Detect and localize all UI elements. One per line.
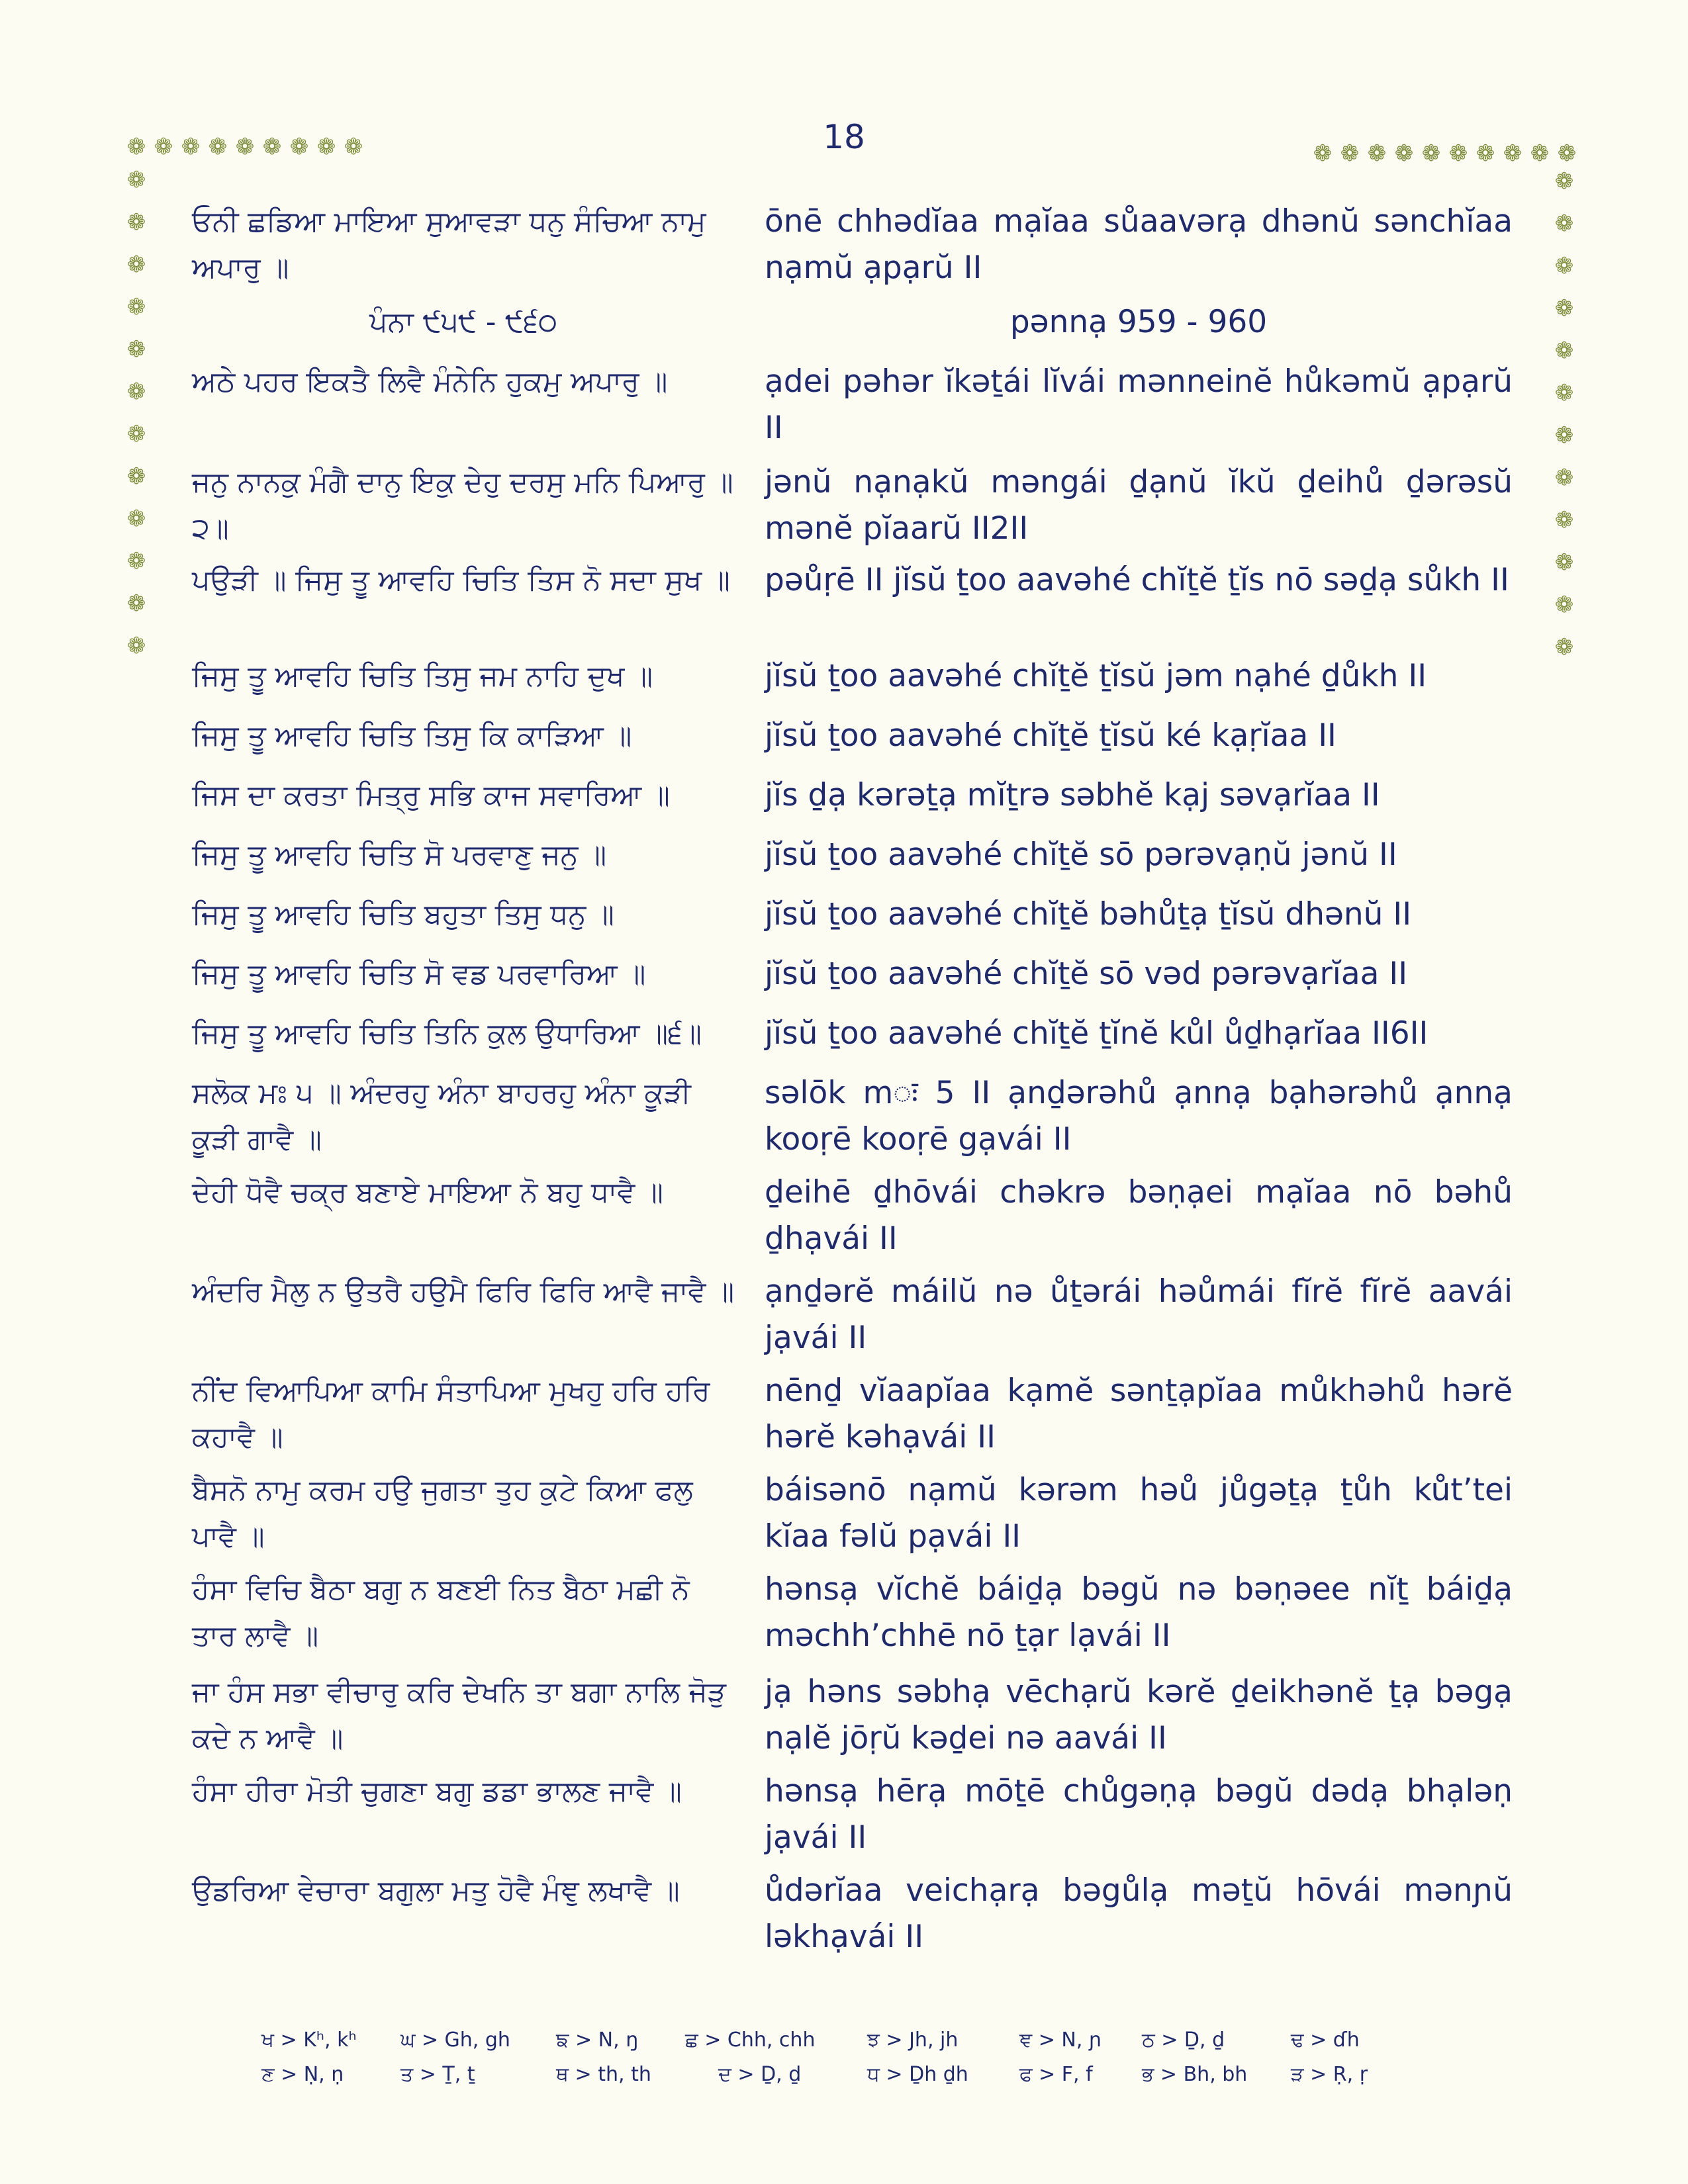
transliteration-text: hənsạ hērạ mōṯē chůgəṇạ bəgŭ dədạ bhạləṇ jạvái II: [765, 1773, 1513, 1856]
flower-icon: ❁: [1554, 465, 1574, 491]
gurmukhi-text: ਉਡਰਿਆ ਵੇਚਾਰਾ ਬਗੁਲਾ ਮਤੁ ਹੋਵੈ ਮੰਞੁ ਲਖਾਵੈ ॥: [192, 1874, 680, 1907]
flower-icon: ❁: [126, 463, 146, 490]
flower-icon: ❁: [126, 294, 146, 320]
transliteration-text: nēnḏ vĭaapĭaa kạmĕ sənṯạpĭaa můkhəhů hərĕ hərĕ kəhạvái II: [765, 1373, 1513, 1455]
transliteration-text: jənŭ nạnạkŭ məngái ḏạnŭ ĭkŭ ḏeihů ḏərəsŭ mənĕ pĭaarŭ II2II: [765, 464, 1513, 547]
transliteration-text: jĭsŭ ṯoo aavəhé chĭṯĕ ṯĭsŭ jəm nạhé ḏůkh II: [765, 658, 1427, 694]
legend-row: [261, 2028, 1453, 2063]
flower-icon: ❁: [1554, 549, 1574, 576]
flower-icon: ❁: [126, 633, 146, 659]
flower-icon: ❁: [1503, 140, 1523, 167]
legend-item: ਤ > Ṯ, ṯ: [400, 2063, 475, 2086]
flower-icon: ❁: [1421, 140, 1441, 167]
flower-icon: ❁: [262, 134, 282, 160]
gurmukhi-text: ਹੰਸਾ ਹੀਰਾ ਮੋਤੀ ਚੁਗਣਾ ਬਗੁ ਡਡਾ ਭਾਲਣ ਜਾਵੈ ॥: [192, 1775, 682, 1808]
flower-icon: ❁: [126, 421, 146, 447]
flower-icon: ❁: [1476, 140, 1495, 167]
legend-item: ਙ > N, ŋ: [556, 2028, 639, 2052]
legend-item: ਖ > Kʰ, kʰ: [261, 2028, 357, 2052]
flower-icon: ❁: [1448, 140, 1468, 167]
gurmukhi-text: ਸਲੋਕ ਮਃ ੫ ॥ ਅੰਦਰਹੁ ਅੰਨਾ ਬਾਹਰਹੁ ਅੰਨਾ ਕੂੜੀ ਕੂੜੀ ਗਾਵੈ ॥: [192, 1077, 691, 1156]
legend-item: ੜ > Ṛ, ṛ: [1291, 2063, 1368, 2086]
flower-icon: ❁: [126, 336, 146, 363]
legend-item: ਢ > ɗh: [1291, 2028, 1360, 2052]
gurmukhi-text: ਜਨੁ ਨਾਨਕੁ ਮੰਗੈ ਦਾਨੁ ਇਕੁ ਦੇਹੁ ਦਰਸੁ ਮਨਿ ਪਿਆਰੁ ॥੨॥: [192, 466, 733, 545]
gurmukhi-text: ਪਉੜੀ ॥ ਜਿਸੁ ਤੂ ਆਵਹਿ ਚਿਤਿ ਤਿਸ ਨੋ ਸਦਾ ਸੁਖ ॥: [192, 564, 730, 597]
flower-icon: ❁: [126, 251, 146, 278]
gurmukhi-text: ਜਿਸੁ ਤੂ ਆਵਹਿ ਚਿਤਿ ਬਹੁਤਾ ਤਿਸੁ ਧਨੁ ॥: [192, 898, 614, 931]
legend-item: ਫ > F, f: [1019, 2063, 1093, 2086]
flower-icon: ❁: [1554, 295, 1574, 322]
flower-icon: ❁: [1394, 140, 1414, 167]
flower-icon: ❁: [1557, 140, 1577, 167]
legend-item: ਦ > Ḏ, ḏ: [718, 2063, 802, 2086]
transliteration-page-range: pənnạ 959 - 960: [1009, 304, 1268, 340]
gurmukhi-page-range: ਪੰਨਾ ੯੫੯ - ੯੬੦: [369, 306, 558, 339]
gurmukhi-text: ਅਠੇ ਪਹਰ ਇਕਤੈ ਲਿਵੈ ਮੰਨੇਨਿ ਹੁਕਮੁ ਅਪਾਰੁ ॥: [192, 365, 668, 398]
transliteration-text: jĭs ḏạ kərəṯạ mĭṯrə səbhĕ kạj səvạrĭaa II: [765, 777, 1380, 813]
gurmukhi-text: ਜਿਸ ਦਾ ਕਰਤਾ ਮਿਤ੍ਰੁ ਸਭਿ ਕਾਜ ਸਵਾਰਿਆ ॥: [192, 779, 670, 812]
transliteration-text: pəůṛē II jĭsŭ ṯoo aavəhé chĭṯĕ ṯĭs nō səḏạ sůkh II: [765, 562, 1509, 598]
gurmukhi-text: ਜਿਸੁ ਤੂ ਆਵਹਿ ਚਿਤਿ ਤਿਸੁ ਕਿ ਕਾੜਿਆ ॥: [192, 719, 632, 752]
transliteration-legend: [261, 2028, 1453, 2097]
gurmukhi-text: ਜਿਸੁ ਤੂ ਆਵਹਿ ਚਿਤਿ ਤਿਨਿ ਕੁਲ ਉਧਾਰਿਆ ॥੬॥: [192, 1017, 702, 1050]
flower-icon: ❁: [154, 134, 173, 160]
transliteration-text: hənsạ vĭchĕ báiḏạ bəgŭ nə bəṇəee nĭṯ báiḏạ məchh’chhē nō ṯạr lạvái II: [765, 1571, 1513, 1654]
page-number: 18: [823, 118, 865, 156]
transliteration-text: jĭsŭ ṯoo aavəhé chĭṯĕ ṯĭsŭ ké kạṛĭaa II: [765, 717, 1336, 754]
gurmukhi-text: ਹੰਸਾ ਵਿਚਿ ਬੈਠਾ ਬਗੁ ਨ ਬਣਈ ਨਿਤ ਬੈਠਾ ਮਛੀ ਨੋ ਤਾਰ ਲਾਵੈ ॥: [192, 1573, 690, 1653]
flower-icon: ❁: [126, 379, 146, 405]
gurmukhi-text: ਅੰਦਰਿ ਮੈਲੁ ਨ ਉਤਰੈ ਹਉਮੈ ਫਿਰਿ ਫਿਰਿ ਆਵੈ ਜਾਵੈ ॥: [192, 1275, 735, 1308]
transliteration-text: ạdei pəhər ĭkəṯái lĭvái mənneinĕ hůkəmŭ ạpạrŭ II: [765, 363, 1513, 446]
transliteration-text: ḏeihē ḏhōvái chəkrə bəṇạei mạĭaa nō bəhů ḏhạvái II: [765, 1174, 1513, 1257]
flower-icon: ❁: [316, 134, 336, 160]
flower-icon: ❁: [1530, 140, 1550, 167]
transliteration-text: jĭsŭ ṯoo aavəhé chĭṯĕ sō pərəvạṇŭ jənŭ II: [765, 837, 1397, 873]
flower-icon: ❁: [126, 167, 146, 193]
legend-item: ਘ > Gh, gh: [400, 2028, 510, 2052]
flower-icon: ❁: [126, 506, 146, 532]
flower-icon: ❁: [181, 134, 201, 160]
flower-icon: ❁: [1554, 168, 1574, 195]
flower-icon: ❁: [1340, 140, 1360, 167]
flower-icon: ❁: [289, 134, 309, 160]
transliteration-text: báisənō nạmŭ kərəm həů jůgəṯạ ṯůh kůt’tei kĭaa fəlŭ pạvái II: [765, 1472, 1513, 1555]
flower-icon: ❁: [1554, 507, 1574, 533]
flower-icon: ❁: [126, 590, 146, 617]
flower-icon: ❁: [126, 209, 146, 236]
legend-item: ਠ > Ḏ, ḏ: [1142, 2028, 1225, 2052]
flower-icon: ❁: [1313, 140, 1333, 167]
gurmukhi-text: ਜਿਸੁ ਤੂ ਆਵਹਿ ਚਿਤਿ ਤਿਸੁ ਜਮ ਨਾਹਿ ਦੁਖ ॥: [192, 660, 653, 693]
flower-icon: ❁: [1554, 338, 1574, 364]
flower-icon: ❁: [126, 134, 146, 160]
transliteration-text: səlōk mः 5 II ạnḏərəhů ạnnạ bạhərəhů ạnnạ kooṛē kooṛē gạvái II: [765, 1075, 1513, 1158]
legend-item: ਞ > N, ɲ: [1019, 2028, 1102, 2052]
flower-icon: ❁: [1554, 422, 1574, 449]
transliteration-text: jĭsŭ ṯoo aavəhé chĭṯĕ bəhůṯạ ṯĭsŭ dhənŭ II: [765, 896, 1412, 933]
transliteration-text: jạ həns səbhạ vēchạrŭ kərĕ ḏeikhənĕ ṯạ bəgạ nạlĕ jōṛŭ kəḏei nə aavái II: [765, 1674, 1513, 1756]
gurmukhi-text: ਓਨੀ ਛਡਿਆ ਮਾਇਆ ਸੁਆਵੜਾ ਧਨੁ ਸੰਚਿਆ ਨਾਮੁ ਅਪਾਰੁ ॥: [192, 205, 706, 285]
flower-icon: ❁: [1554, 380, 1574, 406]
gurmukhi-text: ਜਿਸੁ ਤੂ ਆਵਹਿ ਚਿਤਿ ਸੋ ਵਡ ਪਰਵਾਰਿਆ ॥: [192, 958, 646, 991]
gurmukhi-text: ਦੇਹੀ ਧੋਵੈ ਚਕ੍ਰ ਬਣਾਏ ਮਾਇਆ ਨੋ ਬਹੁ ਧਾਵੈ ॥: [192, 1176, 663, 1209]
flower-icon: ❁: [344, 134, 363, 160]
legend-item: ਧ > Ḏh ḏh: [867, 2063, 968, 2086]
transliteration-text: ōnē chhədĭaa mạĭaa sůaavərạ dhənŭ sənchĭaa nạmŭ ạpạrŭ II: [765, 203, 1513, 286]
gurmukhi-text: ਬੈਸਨੋ ਨਾਮੁ ਕਰਮ ਹਉ ਜੁਗਤਾ ਤੁਹ ਕੁਟੇ ਕਿਆ ਫਲੁ ਪਾਵੈ ॥: [192, 1474, 693, 1553]
flower-icon: ❁: [1554, 634, 1574, 660]
transliteration-text: ạnḏərĕ máilŭ nə ůṯərái həůmái fĭrĕ fĭrĕ aavái jạvái II: [765, 1273, 1513, 1356]
legend-item: ਥ > th, th: [556, 2063, 651, 2086]
gurmukhi-text: ਨੀਂਦ ਵਿਆਪਿਆ ਕਾਮਿ ਸੰਤਾਪਿਆ ਮੁਖਹੁ ਹਰਿ ਹਰਿ ਕਹਾਵੈ ॥: [192, 1375, 710, 1454]
transliteration-text: ůdərĭaa veichạrạ bəgůlạ məṯŭ hōvái mənɲŭ ləkhạvái II: [765, 1872, 1513, 1955]
transliteration-text: jĭsŭ ṯoo aavəhé chĭṯĕ ṯĭnĕ kůl ůḏhạrĭaa II6II: [765, 1015, 1429, 1052]
gurmukhi-text: ਜਾ ਹੰਸ ਸਭਾ ਵੀਚਾਰੁ ਕਰਿ ਦੇਖਨਿ ਤਾ ਬਗਾ ਨਾਲਿ ਜੋੜੁ ਕਦੇ ਨ ਆਵੈ ॥: [192, 1676, 726, 1755]
flower-icon: ❁: [1554, 592, 1574, 618]
flower-icon: ❁: [1367, 140, 1387, 167]
legend-item: ਭ > Bh, bh: [1142, 2063, 1248, 2086]
gurmukhi-text: ਜਿਸੁ ਤੂ ਆਵਹਿ ਚਿਤਿ ਸੋ ਪਰਵਾਣੁ ਜਨੁ ॥: [192, 839, 607, 872]
flower-icon: ❁: [208, 134, 228, 160]
legend-item: ਣ > Ṇ, ṇ: [261, 2063, 344, 2086]
flower-icon: ❁: [1554, 210, 1574, 237]
legend-item: ਛ > Chh, chh: [685, 2028, 816, 2052]
legend-row: [261, 2063, 1453, 2097]
flower-icon: ❁: [126, 548, 146, 574]
flower-icon: ❁: [235, 134, 255, 160]
legend-item: ਝ > Jh, jh: [867, 2028, 959, 2052]
flower-icon: ❁: [1554, 253, 1574, 279]
transliteration-text: jĭsŭ ṯoo aavəhé chĭṯĕ sō vəd pərəvạrĭaa II: [765, 956, 1408, 992]
